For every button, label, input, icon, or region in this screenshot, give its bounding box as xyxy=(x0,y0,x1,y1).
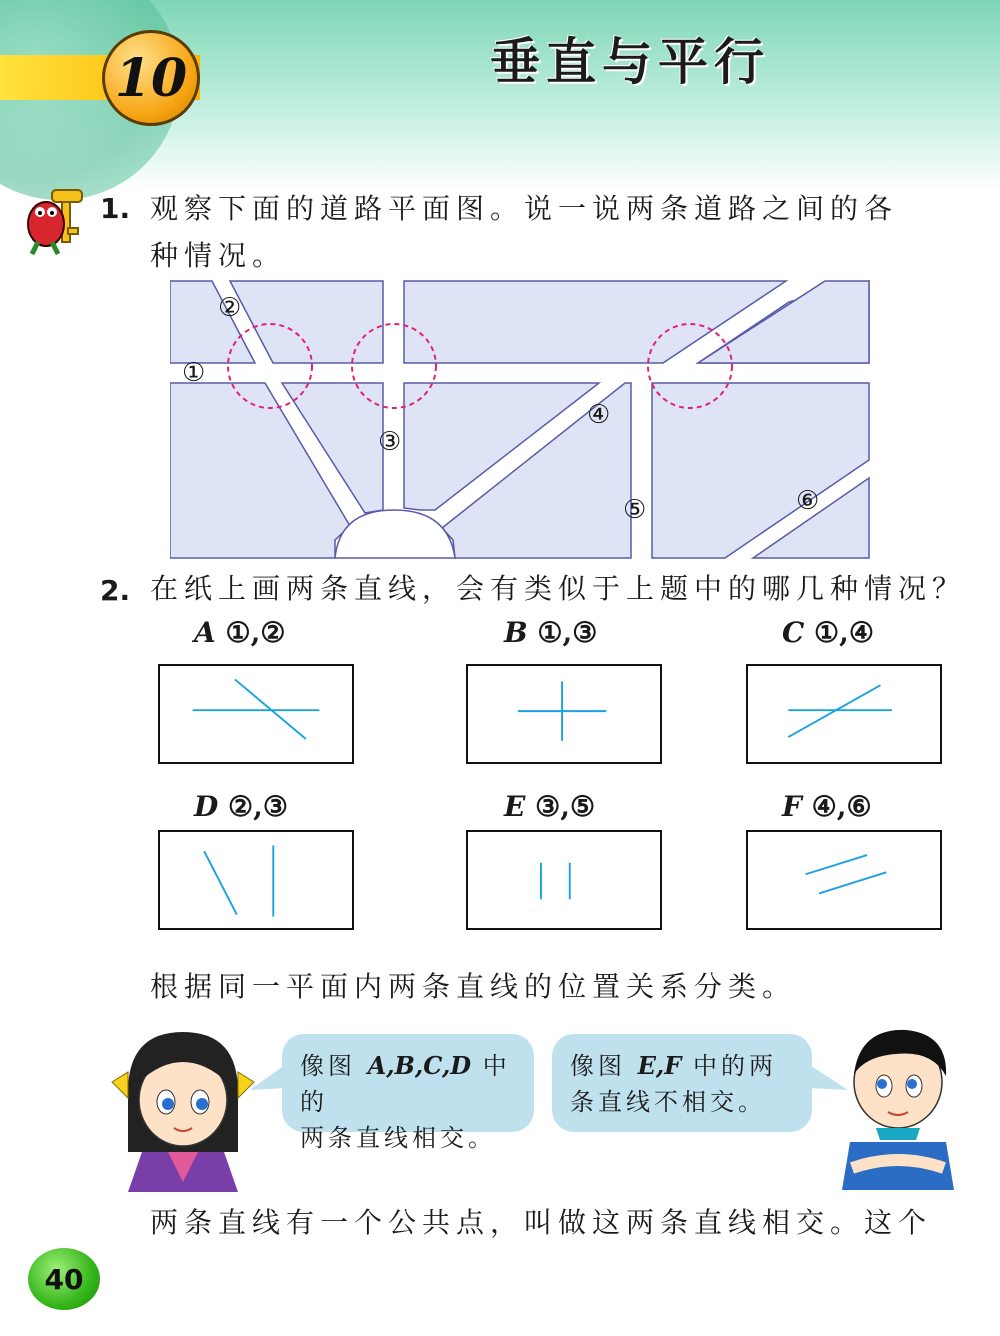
question-1-number: 1. xyxy=(100,192,131,225)
girl-bubble-tail xyxy=(250,1064,286,1094)
chapter-title: 垂直与平行 xyxy=(490,32,770,91)
option-c-figure xyxy=(746,664,942,764)
option-d-label xyxy=(194,790,288,823)
question-2-text: 在纸上画两条直线，会有类似于上题中的哪几种情况？ xyxy=(150,572,967,605)
chapter-number-badge: 10 xyxy=(102,30,200,126)
girl-bubble-line1 xyxy=(300,1048,516,1120)
option-e-label xyxy=(504,790,595,823)
classify-text: 根据同一平面内两条直线的位置关系分类。 xyxy=(150,970,797,1003)
definition-text: 两条直线有一个公共点，叫做这两条直线相交。这个 xyxy=(150,1206,933,1239)
road-label-6: ⑥ xyxy=(796,486,820,516)
boy-speech-bubble xyxy=(552,1034,812,1132)
road-map-diagram xyxy=(170,278,870,560)
option-letter: F xyxy=(782,790,802,823)
option-letter: D xyxy=(194,790,219,823)
option-c-label xyxy=(782,616,874,649)
option-pair: ①,② xyxy=(225,616,286,649)
boy-bubble-tail xyxy=(808,1064,848,1094)
question-1-text-line1: 观察下面的道路平面图。说一说两条道路之间的各 xyxy=(150,192,899,225)
option-e-figure xyxy=(466,830,662,930)
option-b-label xyxy=(504,616,597,649)
girl-illustration xyxy=(108,1022,258,1192)
question-1-text-line2: 种情况。 xyxy=(150,239,287,272)
map-block xyxy=(230,281,383,363)
girl-bubble-line2: 两条直线相交。 xyxy=(300,1124,496,1152)
option-pair: ④,⑥ xyxy=(811,790,872,823)
option-letter: E xyxy=(504,790,526,823)
road-label-2: ② xyxy=(218,293,242,323)
option-f-label xyxy=(782,790,872,823)
bubble-text: 像图 xyxy=(570,1052,638,1080)
girl-speech-bubble xyxy=(282,1034,534,1152)
road-label-3: ③ xyxy=(378,427,402,457)
option-letter: A xyxy=(194,616,216,649)
bubble-text: 像图 xyxy=(300,1052,368,1080)
bubble-text: 中的两 xyxy=(681,1052,777,1080)
roundabout-road xyxy=(335,510,455,558)
mascot-icon xyxy=(22,184,86,264)
question-2-number: 2. xyxy=(100,574,131,607)
boy-bubble-line2: 条直线不相交。 xyxy=(570,1088,766,1116)
bubble-italic-text: E,F xyxy=(637,1051,682,1080)
bubble-text: 中的 xyxy=(300,1052,511,1116)
option-f-figure xyxy=(746,830,942,930)
option-a-figure xyxy=(158,664,354,764)
option-pair: ①,③ xyxy=(537,616,598,649)
road-label-4: ④ xyxy=(587,400,611,430)
option-b-figure xyxy=(466,664,662,764)
bubble-italic-text: A,B,C,D xyxy=(367,1051,472,1080)
road-label-1: ① xyxy=(182,358,206,388)
option-pair: ③,⑤ xyxy=(535,790,596,823)
page-number-badge: 40 xyxy=(28,1248,100,1310)
road-label-5: ⑤ xyxy=(623,495,647,525)
option-pair: ②,③ xyxy=(228,790,288,823)
option-a-label xyxy=(194,616,285,649)
boy-bubble-line1 xyxy=(570,1048,794,1084)
option-letter: C xyxy=(782,616,805,649)
boy-illustration xyxy=(836,1020,960,1190)
option-letter: B xyxy=(504,616,528,649)
option-d-figure xyxy=(158,830,354,930)
option-pair: ①,④ xyxy=(814,616,874,649)
